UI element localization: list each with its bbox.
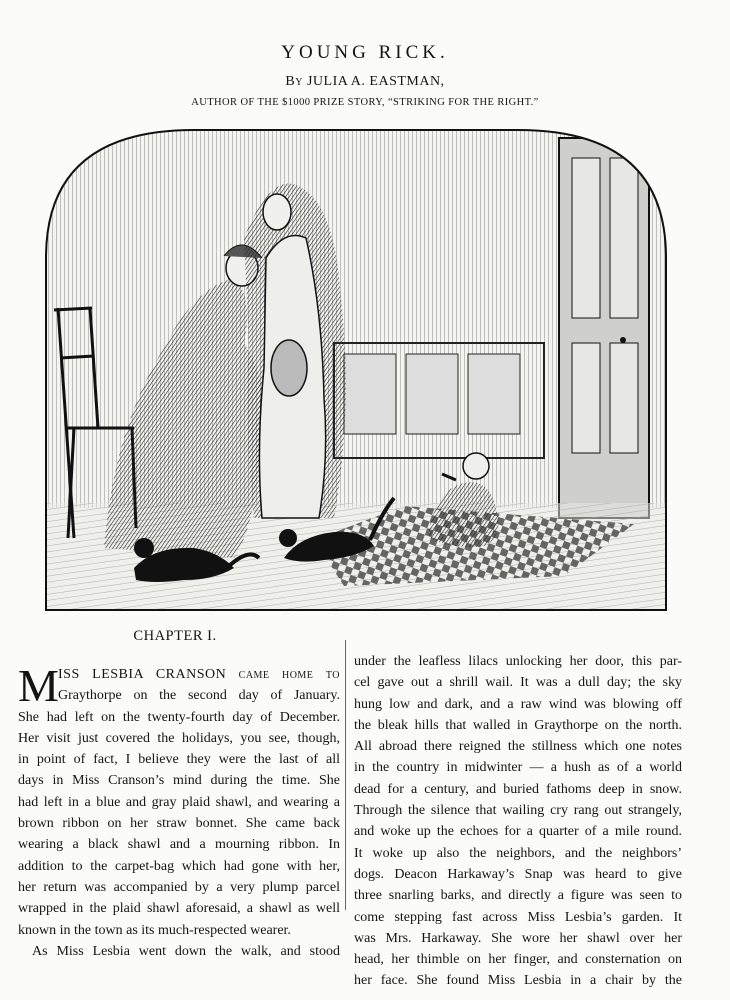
illustration-drawing — [44, 128, 668, 612]
text-line: It woke up also the neighbors, and the neighbors’ — [354, 845, 682, 861]
text-line: dogs. Deacon Harkaway’s Snap was heard to give — [354, 866, 682, 882]
text-line: Through the silence that wailing cry rang out strangely, — [354, 803, 682, 819]
chapter-heading: CHAPTER I. — [133, 628, 217, 644]
author-credit: AUTHOR OF THE $1000 PRIZE STORY, “STRIKING FOR THE RIGHT.” — [191, 97, 539, 108]
story-title: YOUNG RICK. — [281, 42, 449, 63]
text-line: come stepping fast across Miss Lesbia’s garden. It — [354, 909, 682, 925]
text-line: had left in a blue and gray plaid shawl, and wearing a — [18, 794, 340, 810]
text-line: days in Miss Cranson’s mind during the time. She — [18, 773, 340, 789]
drop-cap: M — [18, 660, 59, 711]
text-line: ISS LESBIA CRANSON came home to — [58, 667, 340, 682]
column-rule — [345, 640, 346, 910]
text-line: head, her thimble on her finger, and consternation on — [354, 952, 682, 968]
text-line: dead for a century, and buried fathoms deep in snow. — [354, 781, 682, 797]
text-line: brown ribbon on her straw bonnet. She came back — [18, 816, 340, 832]
text-line: Graythorpe on the second day of January. — [58, 688, 340, 704]
text-line: She had left on the twenty-fourth day of December. — [18, 709, 340, 725]
text-line: wearing a black shawl and a mourning ribbon. In — [18, 837, 340, 853]
left-column — [18, 660, 340, 962]
byline-prefix: By — [285, 74, 303, 89]
author-name: JULIA A. EASTMAN, — [306, 74, 445, 89]
engraving-illustration — [44, 128, 668, 612]
text-line: cel gave out a shrill wail. It was a dull day; the sky — [354, 675, 682, 691]
text-line: in the country in midwinter — a hush as of a world — [354, 760, 682, 776]
text-line: her return was accompanied by a very plump parcel — [18, 879, 340, 895]
text-line: under the leafless lilacs unlocking her door, this par- — [354, 654, 682, 669]
text-line: and woke up the echoes for a quarter of a mile round. — [354, 824, 682, 840]
text-line: hung low and dark, and a raw wind was blowing off — [354, 696, 682, 712]
text-line: known in the town as its much-respected wearer. — [18, 922, 291, 938]
text-line: her face. She found Miss Lesbia in a chair by the — [354, 973, 682, 989]
text-line: three snarling barks, and directly a figure was seen to — [354, 888, 682, 904]
byline — [0, 74, 730, 90]
text-line: As Miss Lesbia went down the walk, and stood — [32, 943, 340, 959]
text-line: All abroad there reigned the stillness which one notes — [354, 739, 682, 755]
text-line: addition to the carpet-bag which had gone with her, — [18, 858, 340, 874]
text-line: the bleak hills that walled in Graythorpe on the north. — [354, 717, 682, 733]
right-column — [354, 651, 682, 992]
text-line: in point of fact, I believe they were the last of all — [18, 752, 340, 768]
text-line: was Mrs. Harkaway. She wore her shawl over her — [354, 930, 682, 946]
text-line: Her visit just covered the holidays, you see, though, — [18, 730, 340, 746]
text-line: wrapped in the plaid shawl aforesaid, a shawl as well — [18, 901, 340, 917]
